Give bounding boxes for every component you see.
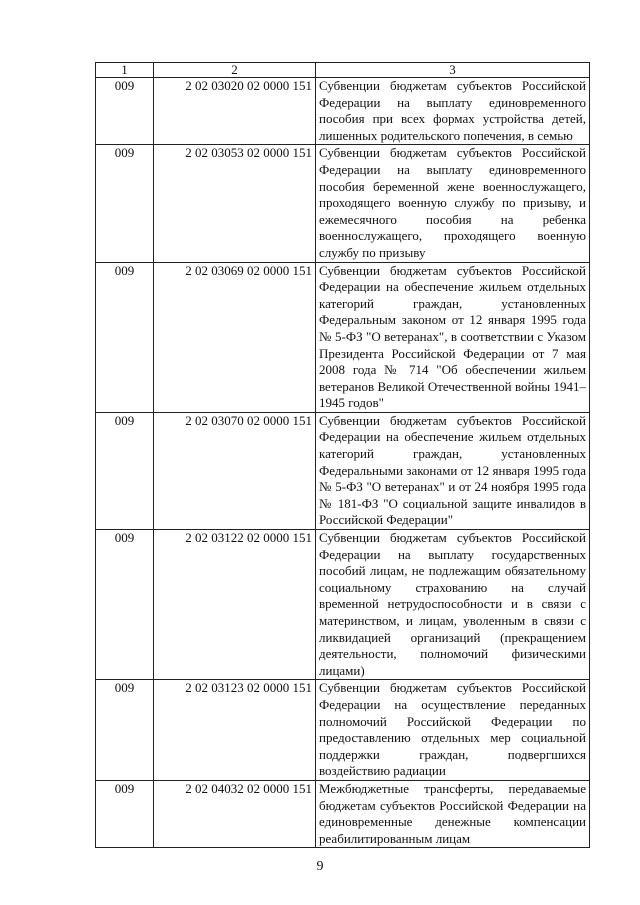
income-name-cell: Межбюджетные трансферты, передаваемые бюджетам субъектов Российской Федерации на единовременные денежные компенсации реабилитированным лицам xyxy=(316,780,590,847)
admin-code-cell: 009 xyxy=(96,680,154,781)
income-name-cell: Субвенции бюджетам субъектов Российской Федерации на выплату единовременного пособия при всех формах устройства детей, лишенных родительского попечения, в семью xyxy=(316,78,590,145)
table-row xyxy=(96,780,590,847)
table-row xyxy=(96,145,590,262)
admin-code-cell: 009 xyxy=(96,262,154,412)
income-name-cell: Субвенции бюджетам субъектов Российской Федерации на выплату государственных пособий лицам, не подлежащим обязательному социальному страхованию на случай временной нетрудоспособности и в связи с материнством, и лицам, уволенным в связи с ликвидацией организаций (прекращением деятельности, полномочий физическими лицами) xyxy=(316,530,590,680)
budget-code-cell: 2 02 03069 02 0000 151 xyxy=(154,262,316,412)
table-row xyxy=(96,78,590,145)
admin-code-cell: 009 xyxy=(96,530,154,680)
column-header-3: 3 xyxy=(316,63,590,78)
budget-code-cell: 2 02 03070 02 0000 151 xyxy=(154,412,316,529)
budget-code-cell: 2 02 03122 02 0000 151 xyxy=(154,530,316,680)
budget-code-cell: 2 02 03020 02 0000 151 xyxy=(154,78,316,145)
income-name-cell: Субвенции бюджетам субъектов Российской Федерации на обеспечение жильем отдельных категорий граждан, установленных Федеральными законами от 12 января 1995 года № 5-ФЗ "О ветеранах" и от 24 ноября 1995 года № 181-ФЗ "О социальной защите инвалидов в Российской Федерации" xyxy=(316,412,590,529)
admin-code-cell: 009 xyxy=(96,412,154,529)
column-header-1: 1 xyxy=(96,63,154,78)
table-row xyxy=(96,262,590,412)
column-header-2: 2 xyxy=(154,63,316,78)
admin-code-cell: 009 xyxy=(96,780,154,847)
budget-codes-table xyxy=(95,62,590,848)
income-name-cell: Субвенции бюджетам субъектов Российской Федерации на осуществление переданных полномочий Российской Федерации по предоставлению отдельных мер социальной поддержки граждан, подвергшихся воздействию радиации xyxy=(316,680,590,781)
income-name-cell: Субвенции бюджетам субъектов Российской Федерации на выплату единовременного пособия беременной жене военнослужащего, проходящего военную службу по призыву, и ежемесячного пособия на ребенка военнослужащего, проходящего военную службу по призыву xyxy=(316,145,590,262)
table-header-row xyxy=(96,63,590,78)
admin-code-cell: 009 xyxy=(96,78,154,145)
admin-code-cell: 009 xyxy=(96,145,154,262)
table-row xyxy=(96,412,590,529)
table-row xyxy=(96,530,590,680)
budget-code-cell: 2 02 03053 02 0000 151 xyxy=(154,145,316,262)
budget-code-cell: 2 02 04032 02 0000 151 xyxy=(154,780,316,847)
page-number: 9 xyxy=(316,859,324,874)
income-name-cell: Субвенции бюджетам субъектов Российской Федерации на обеспечение жильем отдельных категорий граждан, установленных Федеральным законом от 12 января 1995 года № 5-ФЗ "О ветеранах", в соответствии с Указом Президента Российской Федерации от 7 мая 2008 года № 714 "Об обеспечении жильем ветеранов Великой Отечественной войны 1941–1945 годов" xyxy=(316,262,590,412)
table-row xyxy=(96,680,590,781)
budget-code-cell: 2 02 03123 02 0000 151 xyxy=(154,680,316,781)
